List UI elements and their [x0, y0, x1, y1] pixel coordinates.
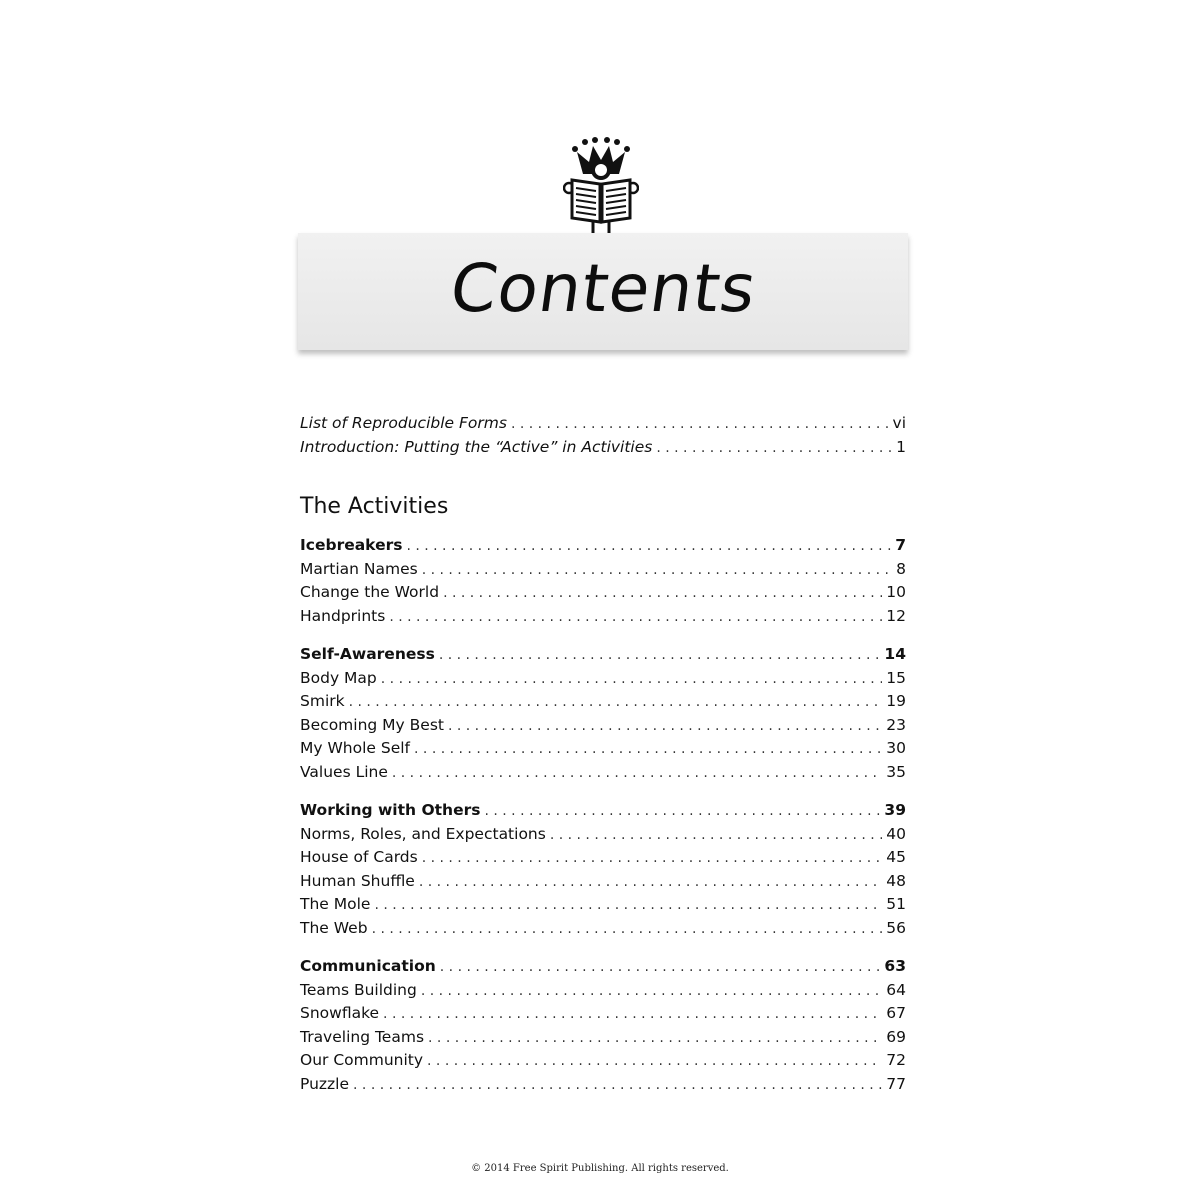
- toc-entry-reproducible-forms[interactable]: [300, 414, 906, 438]
- toc-entry-label: Body Map: [300, 668, 377, 687]
- toc-entry[interactable]: [300, 825, 906, 849]
- dot-leader: [427, 1053, 882, 1069]
- toc-entry[interactable]: [300, 716, 906, 740]
- toc-entry[interactable]: [300, 607, 906, 631]
- toc-entry[interactable]: [300, 1075, 906, 1099]
- toc-entry-label: The Web: [300, 918, 368, 937]
- toc-group-heading[interactable]: [300, 645, 906, 669]
- dot-leader: [422, 850, 883, 866]
- toc-entry-page: 1: [896, 437, 906, 456]
- toc-entry-page: 8: [896, 559, 906, 578]
- toc-entry-label: Norms, Roles, and Expectations: [300, 824, 546, 843]
- toc-entry[interactable]: [300, 669, 906, 693]
- dot-leader: [448, 718, 882, 734]
- toc-entry[interactable]: [300, 1051, 906, 1075]
- dot-leader: [414, 741, 882, 757]
- dot-leader: [353, 1077, 882, 1093]
- toc-entry[interactable]: [300, 981, 906, 1005]
- toc-entry-label: House of Cards: [300, 848, 418, 866]
- toc-entry[interactable]: [300, 895, 906, 919]
- toc-entry-page: 67: [886, 1004, 906, 1022]
- toc-entry[interactable]: [300, 739, 906, 763]
- toc-entry-label: Human Shuffle: [300, 871, 415, 890]
- dot-leader: [349, 694, 883, 710]
- toc-entry-page: 51: [886, 895, 906, 913]
- toc-entry[interactable]: [300, 1004, 906, 1028]
- toc-entry-page: 23: [886, 715, 906, 734]
- toc-group-heading[interactable]: [300, 957, 906, 981]
- dot-leader: [406, 538, 891, 554]
- toc-entry-page: 64: [886, 980, 906, 999]
- toc-entry-page: 72: [886, 1051, 906, 1069]
- page-title: Contents: [445, 250, 761, 327]
- toc-entry-page: 77: [886, 1074, 906, 1093]
- toc-entry-page: 45: [886, 848, 906, 866]
- toc-group-heading[interactable]: [300, 801, 906, 825]
- dot-leader: [550, 827, 882, 843]
- toc-entry-label: Smirk: [300, 692, 345, 710]
- dot-leader: [428, 1030, 882, 1046]
- toc-group-page: 39: [884, 801, 906, 819]
- toc-entry-label: Snowflake: [300, 1004, 380, 1022]
- toc-entry-label: Becoming My Best: [300, 715, 444, 734]
- toc-entry-page: 30: [886, 739, 906, 757]
- toc-entry-label: Traveling Teams: [300, 1027, 425, 1046]
- section-heading: The Activities: [300, 494, 449, 519]
- toc-group-title: Icebreakers: [300, 536, 403, 554]
- dot-leader: [439, 647, 881, 663]
- toc-group-icebreakers: [300, 536, 906, 630]
- toc-entry-label: Martian Names: [300, 559, 418, 578]
- toc-entry[interactable]: [300, 560, 906, 584]
- dot-leader: [656, 440, 892, 456]
- dot-leader: [374, 897, 882, 913]
- toc-entry-page: 10: [886, 583, 906, 601]
- dot-leader: [381, 671, 882, 687]
- toc-entry[interactable]: [300, 848, 906, 872]
- toc-entry-introduction[interactable]: [300, 438, 906, 462]
- toc-entry-page: 15: [886, 668, 906, 687]
- toc-entry-page: 40: [886, 824, 906, 843]
- dot-leader: [440, 959, 881, 975]
- dot-leader: [392, 765, 882, 781]
- front-matter-list: [300, 414, 906, 461]
- toc-entry[interactable]: [300, 692, 906, 716]
- toc-entry-page: vi: [892, 414, 906, 432]
- dot-leader: [383, 1006, 882, 1022]
- toc-group-title: Communication: [300, 957, 436, 975]
- toc-group-page: 63: [884, 957, 906, 975]
- toc-entry-page: 56: [886, 918, 906, 937]
- title-banner: [298, 233, 908, 350]
- dot-leader: [389, 609, 882, 625]
- dot-leader: [422, 562, 892, 578]
- toc-entry-page: 48: [886, 871, 906, 890]
- dot-leader: [511, 416, 889, 432]
- toc-entry-label: The Mole: [300, 895, 371, 913]
- toc-group-page: 14: [884, 645, 906, 663]
- toc-group-heading[interactable]: [300, 536, 906, 560]
- toc-group-title: Working with Others: [300, 801, 481, 819]
- toc-entry-label: Introduction: Putting the “Active” in Activities: [300, 437, 653, 456]
- toc-group-communication: [300, 957, 906, 1098]
- toc-entry-label: Puzzle: [300, 1074, 350, 1093]
- toc-entry[interactable]: [300, 763, 906, 787]
- toc-group-title: Self-Awareness: [300, 645, 435, 663]
- toc-entry-label: My Whole Self: [300, 739, 411, 757]
- toc-entry-page: 69: [886, 1027, 906, 1046]
- dot-leader: [484, 803, 880, 819]
- dot-leader: [372, 921, 883, 937]
- toc-entry[interactable]: [300, 872, 906, 896]
- toc-group-self-awareness: [300, 645, 906, 786]
- dot-leader: [421, 983, 882, 999]
- toc-group-page: 7: [895, 536, 906, 554]
- toc-entry-label: List of Reproducible Forms: [300, 414, 507, 432]
- toc-entry-label: Values Line: [300, 762, 388, 781]
- copyright-footer: © 2014 Free Spirit Publishing. All rights reserved.: [471, 1163, 729, 1174]
- toc-entry-label: Teams Building: [300, 980, 417, 999]
- toc-entry-label: Handprints: [300, 606, 386, 625]
- toc-entry-page: 35: [886, 762, 906, 781]
- toc-entry-page: 12: [886, 606, 906, 625]
- toc-entry[interactable]: [300, 583, 906, 607]
- newspaper-reader-icon: [563, 136, 639, 238]
- toc-group-working-with-others: [300, 801, 906, 942]
- toc-entry[interactable]: [300, 919, 906, 943]
- toc-entry-label: Change the World: [300, 583, 440, 601]
- toc-entry[interactable]: [300, 1028, 906, 1052]
- toc-entry-page: 19: [886, 692, 906, 710]
- dot-leader: [419, 874, 882, 890]
- toc-entry-label: Our Community: [300, 1051, 424, 1069]
- dot-leader: [443, 585, 882, 601]
